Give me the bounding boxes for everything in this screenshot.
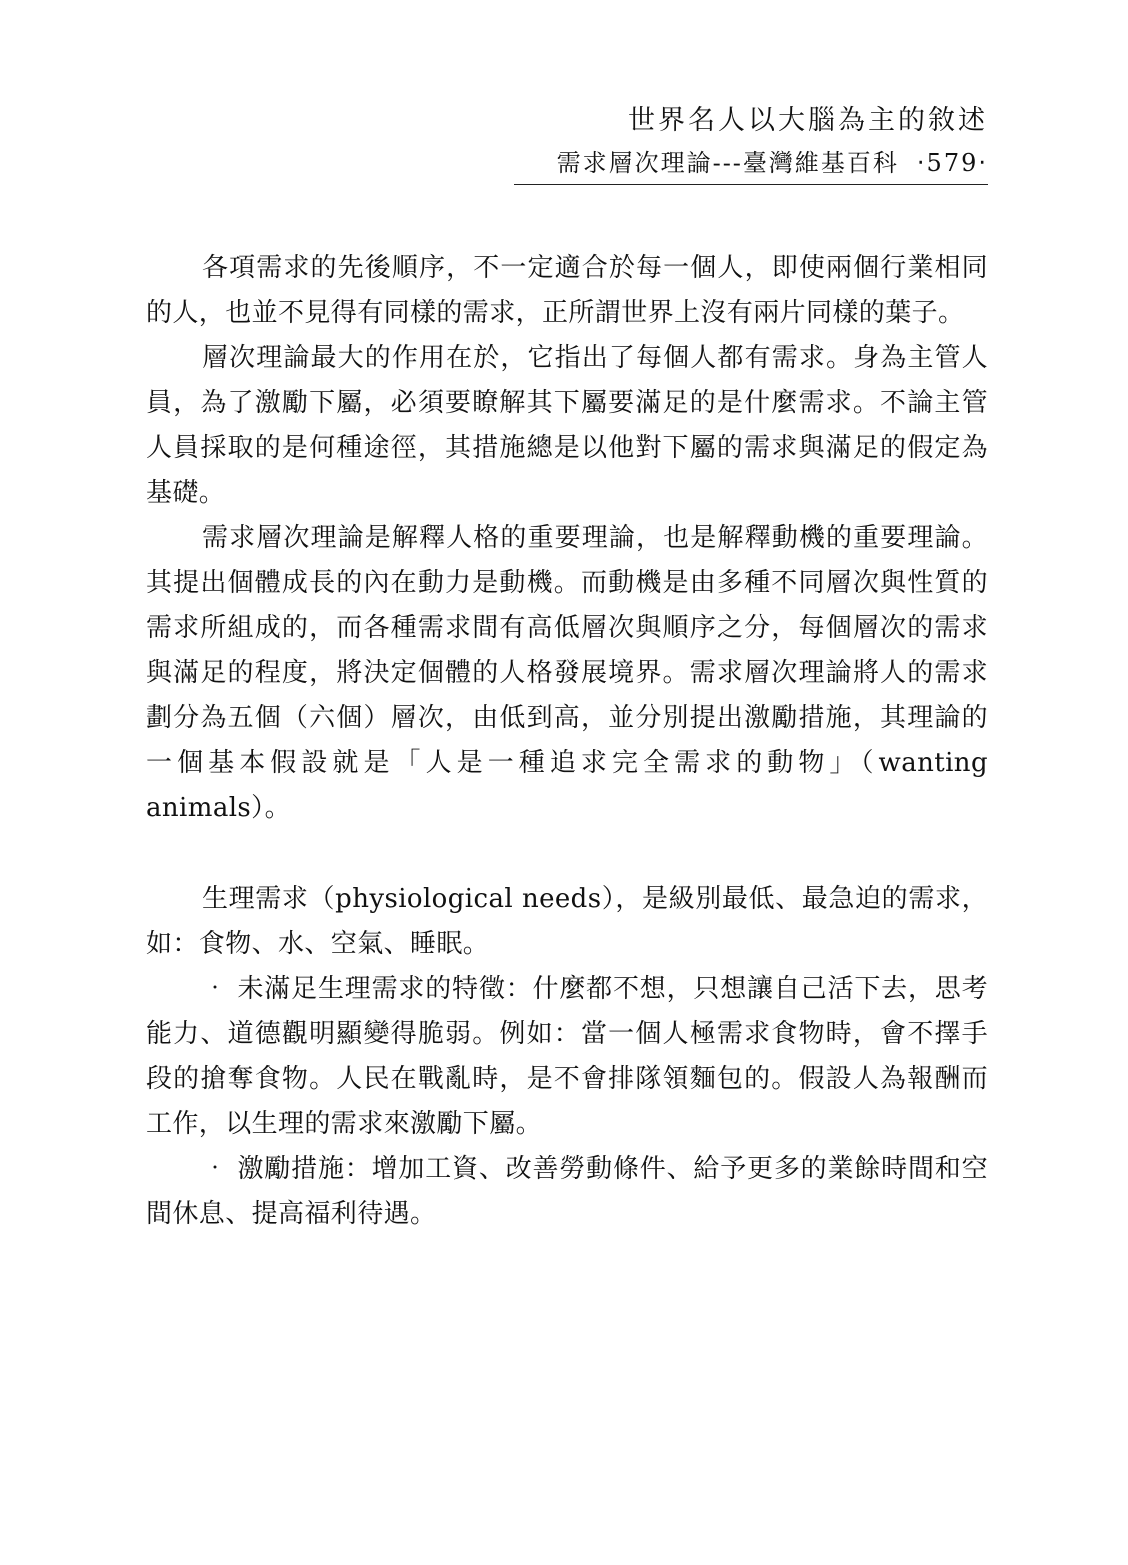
body-text [146, 246, 988, 1237]
paragraph-hierarchy-theory: 需求層次理論是解釋人格的重要理論，也是解釋動機的重要理論。其提出個體成長的內在動力是動機。而動機是由多種不同層次與性質的需求所組成的，而各種需求間有高低層次與順序之分，每個層次的需求與滿足的程度，將決定個體的人格發展境界。需求層次理論將人的需求劃分為五個（六個）層次，由低到高，並分別提出激勵措施，其理論的一個基本假設就是「人是一種追求完全需求的動物」（wanting animals）。 [146, 523, 988, 823]
header-subtitle: 需求層次理論---臺灣維基百科 [556, 149, 899, 177]
running-header [514, 100, 988, 185]
page-number: ‧579‧ [916, 149, 988, 177]
bullet-unmet-features: ‧ 未滿足生理需求的特徵：什麼都不想，只想讓自己活下去，思考能力、道德觀明顯變得脆弱。例如：當一個人極需求食物時，會不擇手段的搶奪食物。人民在戰亂時，是不會排隊領麵包的。假設人為報酬而工作，以生理的需求來激勵下屬。 [146, 974, 988, 1139]
section-gap [146, 831, 988, 877]
header-title: 世界名人以大腦為主的敘述 [628, 105, 988, 136]
paragraph-hierarchy-function: 層次理論最大的作用在於，它指出了每個人都有需求。身為主管人員，為了激勵下屬，必須要瞭解其下屬要滿足的是什麼需求。不論主管人員採取的是何種途徑，其措施總是以他對下屬的需求與滿足的假定為基礎。 [146, 343, 988, 508]
header-subtitle-line [514, 142, 988, 185]
paragraph-need-order: 各項需求的先後順序，不一定適合於每一個人，即使兩個行業相同的人，也並不見得有同樣的需求，正所謂世界上沒有兩片同樣的葉子。 [146, 253, 988, 328]
bullet-incentive-measures: ‧ 激勵措施：增加工資、改善勞動條件、給予更多的業餘時間和空間休息、提高福利待遇。 [146, 1154, 988, 1229]
paragraph-physiological-needs: 生理需求（physiological needs），是級別最低、最急迫的需求，如：食物、水、空氣、睡眠。 [146, 884, 988, 959]
